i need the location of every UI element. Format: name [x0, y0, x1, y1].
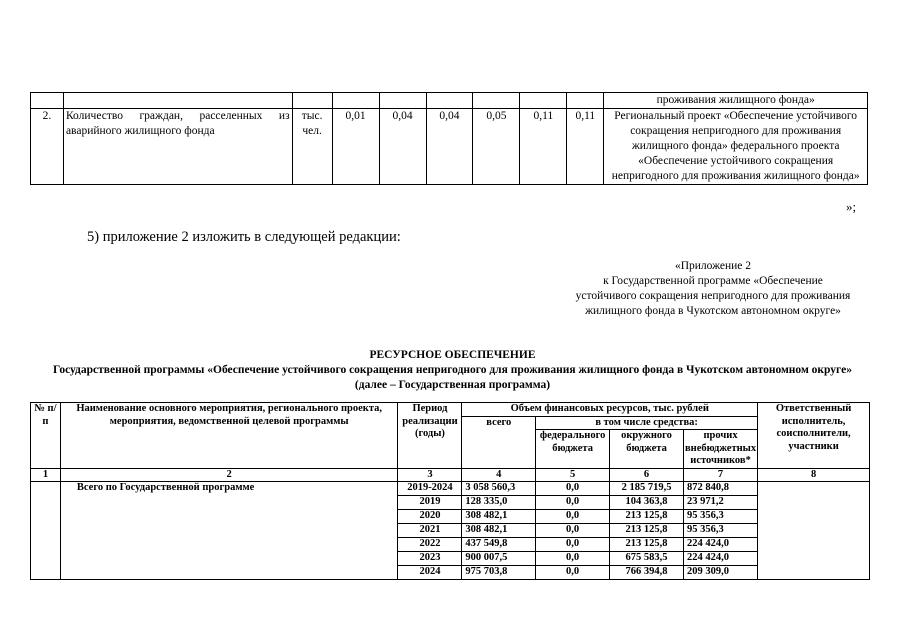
- header-responsible: Ответственный исполнитель, соисполнители, участники: [758, 403, 870, 469]
- header-num: № п/п: [31, 403, 61, 469]
- header-volume: Объем финансовых ресурсов, тыс. рублей: [462, 403, 758, 417]
- row-federal: 0,0: [536, 510, 610, 524]
- row-total: 308 482,1: [462, 510, 536, 524]
- document-title: РЕСУРСНОЕ ОБЕСПЕЧЕНИЕ: [369, 349, 536, 361]
- indicator-value: 0,04: [426, 109, 473, 185]
- row-period: 2019-2024: [398, 482, 462, 496]
- appendix-line: устойчивого сокращения непригодного для проживания: [575, 290, 851, 302]
- indicator-value: 0,05: [473, 109, 520, 185]
- closing-quote: »;: [846, 199, 857, 214]
- row-district: 766 394,8: [610, 566, 684, 580]
- header-federal: федерального бюджета: [536, 430, 610, 469]
- column-numbers-row: [31, 468, 870, 482]
- row-period: 2020: [398, 510, 462, 524]
- row-total: 975 703,8: [462, 566, 536, 580]
- row-period: 2022: [398, 538, 462, 552]
- appendix-header: [548, 259, 878, 319]
- indicators-table: [30, 92, 868, 185]
- appendix-line: «Приложение 2: [674, 260, 752, 272]
- row-total: 437 549,8: [462, 538, 536, 552]
- header-name: Наименование основного мероприятия, регионального проекта, мероприятия, ведомственной целевой программы: [60, 403, 398, 469]
- row-period: 2021: [398, 524, 462, 538]
- row-other: 95 356,3: [683, 510, 757, 524]
- row-federal: 0,0: [536, 566, 610, 580]
- row-total: 3 058 560,3: [462, 482, 536, 496]
- indicator-note: проживания жилищного фонда»: [604, 93, 868, 109]
- row-district: 213 125,8: [610, 538, 684, 552]
- row-period: 2019: [398, 496, 462, 510]
- table-row: [31, 482, 870, 496]
- indicator-note: Региональный проект «Обеспечение устойчивого сокращения непригодного для проживания жилищного фонда» федерального проекта «Обеспечение устойчивого сокращения непригодного для проживания жилищного фонда»: [604, 109, 868, 185]
- indicator-value: 0,04: [379, 109, 426, 185]
- row-district: 675 583,5: [610, 552, 684, 566]
- row-total: 308 482,1: [462, 524, 536, 538]
- indicator-value: 0,01: [332, 109, 379, 185]
- appendix-line: к Государственной программе «Обеспечение: [603, 275, 823, 287]
- indicator-number: 2.: [31, 109, 64, 185]
- row-district: 104 363,8: [610, 496, 684, 510]
- header-row: [31, 403, 870, 417]
- row-other: 224 424,0: [683, 552, 757, 566]
- row-total: 900 007,5: [462, 552, 536, 566]
- amendment-paragraph: 5) приложение 2 изложить в следующей редакции:: [87, 229, 401, 245]
- row-other: 224 424,0: [683, 538, 757, 552]
- row-district: 213 125,8: [610, 510, 684, 524]
- row-federal: 0,0: [536, 538, 610, 552]
- column-number: 5: [536, 468, 610, 482]
- program-label: Всего по Государственной программе: [60, 482, 398, 580]
- header-period: Период реализации (годы): [398, 403, 462, 469]
- indicator-row: [31, 109, 868, 185]
- column-number: 3: [398, 468, 462, 482]
- row-federal: 0,0: [536, 552, 610, 566]
- header-including: в том числе средства:: [536, 416, 758, 430]
- header-total: всего: [462, 416, 536, 468]
- row-total: 128 335,0: [462, 496, 536, 510]
- column-number: 8: [758, 468, 870, 482]
- resource-table: [30, 402, 870, 580]
- row-district: 213 125,8: [610, 524, 684, 538]
- header-other: прочих внебюджетных источников*: [684, 430, 757, 466]
- row-federal: 0,0: [536, 496, 610, 510]
- row-other: 872 840,8: [683, 482, 757, 496]
- indicator-value: 0,11: [567, 109, 604, 185]
- row-district: 2 185 719,5: [610, 482, 684, 496]
- header-district: окружного бюджета: [610, 430, 684, 469]
- appendix-line: жилищного фонда в Чукотском автономном округе»: [585, 305, 841, 317]
- document-subtitle: Государственной программы «Обеспечение устойчивого сокращения непригодного для проживания жилищного фонда в Чукотском автономном округе» (далее – Государственная программа): [53, 364, 852, 391]
- indicator-unit: тыс. чел.: [292, 109, 332, 185]
- column-number: 1: [31, 468, 61, 482]
- row-federal: 0,0: [536, 524, 610, 538]
- row-federal: 0,0: [536, 482, 610, 496]
- column-number: 2: [60, 468, 398, 482]
- row-other: 209 309,0: [683, 566, 757, 580]
- indicator-row-prev: [31, 93, 868, 109]
- column-number: 7: [683, 468, 757, 482]
- row-other: 23 971,2: [683, 496, 757, 510]
- column-number: 6: [610, 468, 684, 482]
- row-period: 2024: [398, 566, 462, 580]
- indicator-name: Количество граждан, расселенных из аварийного жилищного фонда: [63, 109, 292, 185]
- column-number: 4: [462, 468, 536, 482]
- indicator-value: 0,11: [520, 109, 567, 185]
- row-period: 2023: [398, 552, 462, 566]
- row-other: 95 356,3: [683, 524, 757, 538]
